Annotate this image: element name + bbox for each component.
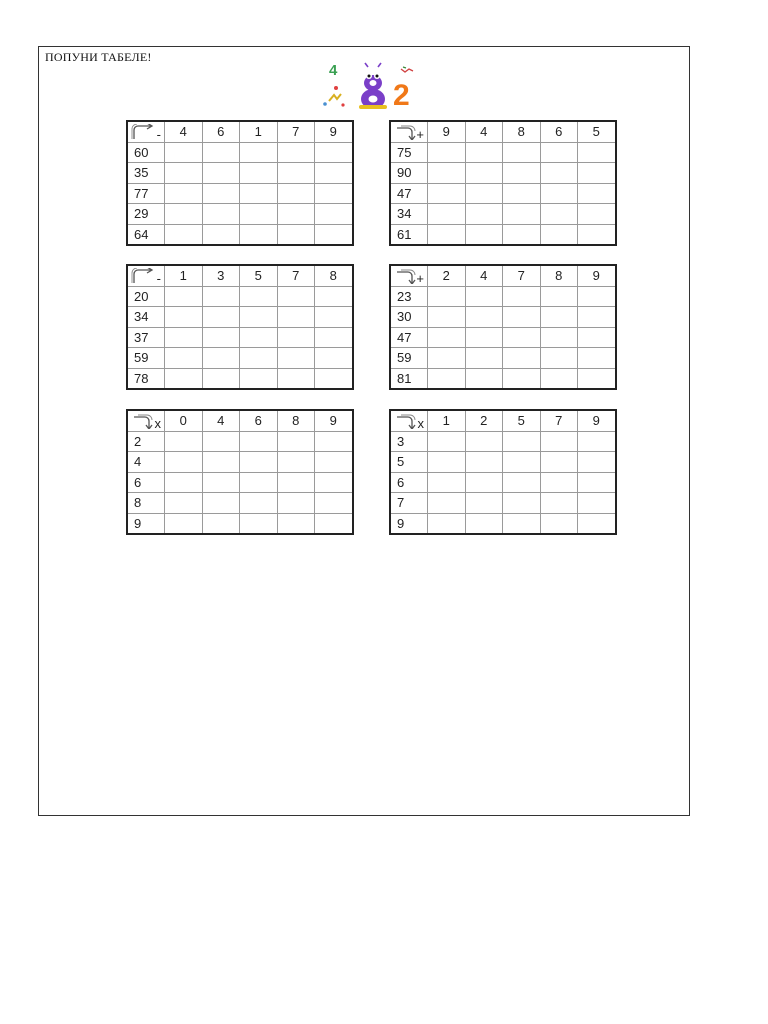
answer-cell[interactable] <box>540 224 578 245</box>
answer-cell[interactable] <box>315 327 353 348</box>
row-header: 23 <box>391 286 428 307</box>
answer-cell[interactable] <box>503 307 541 328</box>
operator-symbol: + <box>416 126 424 142</box>
answer-cell[interactable] <box>202 472 240 493</box>
answer-cell[interactable] <box>428 327 466 348</box>
row-header: 7 <box>391 493 428 514</box>
answer-cell[interactable] <box>165 493 203 514</box>
answer-cell[interactable] <box>240 204 278 225</box>
row-header: 34 <box>391 204 428 225</box>
answer-cell[interactable] <box>240 286 278 307</box>
column-header: 6 <box>240 411 278 432</box>
operation-table <box>127 265 353 389</box>
answer-cell[interactable] <box>578 431 616 452</box>
row-header: 90 <box>391 163 428 184</box>
answer-cell[interactable] <box>503 224 541 245</box>
answer-cell[interactable] <box>503 513 541 534</box>
answer-cell[interactable] <box>578 513 616 534</box>
answer-cell[interactable] <box>465 513 503 534</box>
column-header: 9 <box>315 411 353 432</box>
answer-cell[interactable] <box>465 452 503 473</box>
answer-cell[interactable] <box>578 493 616 514</box>
answer-cell[interactable] <box>578 204 616 225</box>
row-header: 59 <box>128 348 165 369</box>
answer-cell[interactable] <box>315 431 353 452</box>
answer-cell[interactable] <box>277 431 315 452</box>
row-header: 6 <box>128 472 165 493</box>
answer-cell[interactable] <box>503 163 541 184</box>
operation-table <box>390 265 616 389</box>
answer-cell[interactable] <box>277 224 315 245</box>
answer-cell[interactable] <box>165 472 203 493</box>
column-header: 4 <box>465 266 503 287</box>
answer-cell[interactable] <box>540 327 578 348</box>
answer-cell[interactable] <box>465 472 503 493</box>
worksheet-page <box>38 46 690 816</box>
answer-cell[interactable] <box>465 163 503 184</box>
answer-cell[interactable] <box>165 452 203 473</box>
answer-cell[interactable] <box>540 286 578 307</box>
answer-cell[interactable] <box>277 472 315 493</box>
answer-cell[interactable] <box>202 348 240 369</box>
answer-cell[interactable] <box>578 327 616 348</box>
row-header: 37 <box>128 327 165 348</box>
row-header: 59 <box>391 348 428 369</box>
row-header: 75 <box>391 142 428 163</box>
answer-cell[interactable] <box>540 204 578 225</box>
column-header: 2 <box>465 411 503 432</box>
answer-cell[interactable] <box>578 224 616 245</box>
column-header: 7 <box>540 411 578 432</box>
row-header: 61 <box>391 224 428 245</box>
answer-cell[interactable] <box>240 224 278 245</box>
answer-cell[interactable] <box>240 472 278 493</box>
answer-cell[interactable] <box>465 224 503 245</box>
answer-cell[interactable] <box>315 163 353 184</box>
answer-cell[interactable] <box>315 224 353 245</box>
answer-cell[interactable] <box>503 348 541 369</box>
answer-cell[interactable] <box>202 452 240 473</box>
answer-cell[interactable] <box>315 472 353 493</box>
answer-cell[interactable] <box>465 493 503 514</box>
row-header: 47 <box>391 183 428 204</box>
answer-cell[interactable] <box>315 348 353 369</box>
answer-cell[interactable] <box>165 142 203 163</box>
answer-cell[interactable] <box>428 224 466 245</box>
page-title: ПОПУНИ ТАБЕЛЕ! <box>45 50 152 64</box>
answer-cell[interactable] <box>277 204 315 225</box>
answer-cell[interactable] <box>578 183 616 204</box>
answer-cell[interactable] <box>277 327 315 348</box>
answer-cell[interactable] <box>540 493 578 514</box>
column-header: 6 <box>540 122 578 143</box>
answer-cell[interactable] <box>277 348 315 369</box>
answer-cell[interactable] <box>540 163 578 184</box>
operation-table <box>390 410 616 534</box>
column-header: 9 <box>578 266 616 287</box>
answer-cell[interactable] <box>465 348 503 369</box>
answer-cell[interactable] <box>240 307 278 328</box>
column-header: 7 <box>503 266 541 287</box>
answer-cell[interactable] <box>240 493 278 514</box>
answer-cell[interactable] <box>503 204 541 225</box>
row-header: 9 <box>391 513 428 534</box>
column-header: 9 <box>315 122 353 143</box>
operator-symbol: - <box>156 126 161 142</box>
operator-cell <box>391 266 428 287</box>
column-header: 5 <box>578 122 616 143</box>
answer-cell[interactable] <box>465 204 503 225</box>
column-header: 4 <box>165 122 203 143</box>
answer-cell[interactable] <box>315 286 353 307</box>
column-header: 1 <box>165 266 203 287</box>
answer-cell[interactable] <box>165 307 203 328</box>
answer-cell[interactable] <box>165 286 203 307</box>
column-header: 9 <box>428 122 466 143</box>
answer-cell[interactable] <box>428 513 466 534</box>
row-header: 35 <box>128 163 165 184</box>
answer-cell[interactable] <box>578 307 616 328</box>
answer-cell[interactable] <box>277 513 315 534</box>
column-header: 4 <box>465 122 503 143</box>
answer-cell[interactable] <box>202 431 240 452</box>
answer-cell[interactable] <box>165 183 203 204</box>
answer-cell[interactable] <box>540 142 578 163</box>
answer-cell[interactable] <box>428 307 466 328</box>
operator-cell <box>391 122 428 143</box>
answer-cell[interactable] <box>428 204 466 225</box>
answer-cell[interactable] <box>503 327 541 348</box>
row-header: 29 <box>128 204 165 225</box>
row-header: 8 <box>128 493 165 514</box>
answer-cell[interactable] <box>202 513 240 534</box>
column-header: 5 <box>503 411 541 432</box>
answer-cell[interactable] <box>165 163 203 184</box>
column-header: 5 <box>240 266 278 287</box>
operator-cell <box>391 411 428 432</box>
answer-cell[interactable] <box>540 431 578 452</box>
answer-cell[interactable] <box>503 431 541 452</box>
answer-cell[interactable] <box>202 224 240 245</box>
answer-cell[interactable] <box>315 493 353 514</box>
column-header: 7 <box>277 122 315 143</box>
row-header: 6 <box>391 472 428 493</box>
answer-cell[interactable] <box>240 327 278 348</box>
logo-digit-two: 2 <box>393 79 410 112</box>
answer-cell[interactable] <box>428 163 466 184</box>
answer-cell[interactable] <box>202 368 240 389</box>
answer-cell[interactable] <box>540 472 578 493</box>
answer-cell[interactable] <box>277 307 315 328</box>
column-header: 8 <box>503 122 541 143</box>
row-header: 47 <box>391 327 428 348</box>
answer-cell[interactable] <box>165 513 203 534</box>
answer-cell[interactable] <box>277 163 315 184</box>
answer-cell[interactable] <box>540 368 578 389</box>
answer-cell[interactable] <box>202 493 240 514</box>
answer-cell[interactable] <box>578 286 616 307</box>
operation-table <box>390 121 616 245</box>
column-header: 3 <box>202 266 240 287</box>
answer-cell[interactable] <box>578 163 616 184</box>
answer-cell[interactable] <box>503 183 541 204</box>
answer-cell[interactable] <box>202 286 240 307</box>
column-header: 0 <box>165 411 203 432</box>
answer-cell[interactable] <box>315 368 353 389</box>
answer-cell[interactable] <box>240 513 278 534</box>
column-header: 9 <box>578 411 616 432</box>
answer-cell[interactable] <box>240 368 278 389</box>
answer-cell[interactable] <box>465 368 503 389</box>
answer-cell[interactable] <box>202 142 240 163</box>
operator-cell <box>128 122 165 143</box>
column-header: 8 <box>277 411 315 432</box>
answer-cell[interactable] <box>202 327 240 348</box>
answer-cell[interactable] <box>202 163 240 184</box>
answer-cell[interactable] <box>240 163 278 184</box>
answer-cell[interactable] <box>428 142 466 163</box>
answer-cell[interactable] <box>428 368 466 389</box>
answer-cell[interactable] <box>202 204 240 225</box>
answer-cell[interactable] <box>540 183 578 204</box>
answer-cell[interactable] <box>165 224 203 245</box>
row-header: 3 <box>391 431 428 452</box>
column-header: 4 <box>202 411 240 432</box>
logo-digit-four: 4 <box>329 62 338 79</box>
answer-cell[interactable] <box>277 452 315 473</box>
answer-cell[interactable] <box>165 348 203 369</box>
answer-cell[interactable] <box>315 204 353 225</box>
answer-cell[interactable] <box>465 183 503 204</box>
answer-cell[interactable] <box>315 452 353 473</box>
operator-symbol: x <box>154 415 161 431</box>
answer-cell[interactable] <box>165 431 203 452</box>
row-header: 2 <box>128 431 165 452</box>
answer-cell[interactable] <box>503 493 541 514</box>
row-header: 60 <box>128 142 165 163</box>
answer-cell[interactable] <box>428 452 466 473</box>
answer-cell[interactable] <box>428 183 466 204</box>
answer-cell[interactable] <box>277 286 315 307</box>
answer-cell[interactable] <box>428 286 466 307</box>
answer-cell[interactable] <box>578 142 616 163</box>
row-header: 4 <box>128 452 165 473</box>
answer-cell[interactable] <box>277 493 315 514</box>
answer-cell[interactable] <box>315 307 353 328</box>
row-header: 34 <box>128 307 165 328</box>
column-header: 2 <box>428 266 466 287</box>
answer-cell[interactable] <box>540 348 578 369</box>
answer-cell[interactable] <box>240 431 278 452</box>
answer-cell[interactable] <box>428 472 466 493</box>
answer-cell[interactable] <box>240 348 278 369</box>
row-header: 30 <box>391 307 428 328</box>
answer-cell[interactable] <box>315 513 353 534</box>
answer-cell[interactable] <box>503 472 541 493</box>
operator-symbol: + <box>416 270 424 286</box>
row-header: 81 <box>391 368 428 389</box>
answer-cell[interactable] <box>465 286 503 307</box>
answer-cell[interactable] <box>465 142 503 163</box>
answer-cell[interactable] <box>465 327 503 348</box>
operation-table <box>127 410 353 534</box>
row-header: 64 <box>128 224 165 245</box>
column-header: 8 <box>540 266 578 287</box>
answer-cell[interactable] <box>465 307 503 328</box>
row-header: 5 <box>391 452 428 473</box>
row-header: 78 <box>128 368 165 389</box>
answer-cell[interactable] <box>202 183 240 204</box>
row-header: 77 <box>128 183 165 204</box>
answer-cell[interactable] <box>315 142 353 163</box>
row-header: 20 <box>128 286 165 307</box>
answer-cell[interactable] <box>503 452 541 473</box>
answer-cell[interactable] <box>240 142 278 163</box>
column-header: 1 <box>240 122 278 143</box>
column-header: 8 <box>315 266 353 287</box>
column-header: 7 <box>277 266 315 287</box>
answer-cell[interactable] <box>240 452 278 473</box>
answer-cell[interactable] <box>428 348 466 369</box>
answer-cell[interactable] <box>578 472 616 493</box>
answer-cell[interactable] <box>428 431 466 452</box>
answer-cell[interactable] <box>503 142 541 163</box>
operation-table <box>127 121 353 245</box>
operator-symbol: x <box>417 415 424 431</box>
answer-cell[interactable] <box>165 327 203 348</box>
answer-cell[interactable] <box>465 431 503 452</box>
answer-cell[interactable] <box>578 368 616 389</box>
answer-cell[interactable] <box>315 183 353 204</box>
answer-cell[interactable] <box>240 183 278 204</box>
answer-cell[interactable] <box>540 513 578 534</box>
operator-symbol: - <box>156 270 161 286</box>
answer-cell[interactable] <box>165 204 203 225</box>
operator-cell <box>128 266 165 287</box>
column-header: 1 <box>428 411 466 432</box>
answer-cell[interactable] <box>165 368 203 389</box>
answer-cell[interactable] <box>202 307 240 328</box>
column-header: 6 <box>202 122 240 143</box>
answer-cell[interactable] <box>277 183 315 204</box>
answer-cell[interactable] <box>277 142 315 163</box>
answer-cell[interactable] <box>578 348 616 369</box>
answer-cell[interactable] <box>277 368 315 389</box>
answer-cell[interactable] <box>578 452 616 473</box>
answer-cell[interactable] <box>540 307 578 328</box>
numbers-logo <box>315 61 443 117</box>
answer-cell[interactable] <box>540 452 578 473</box>
operator-cell <box>128 411 165 432</box>
answer-cell[interactable] <box>503 368 541 389</box>
row-header: 9 <box>128 513 165 534</box>
answer-cell[interactable] <box>503 286 541 307</box>
answer-cell[interactable] <box>428 493 466 514</box>
